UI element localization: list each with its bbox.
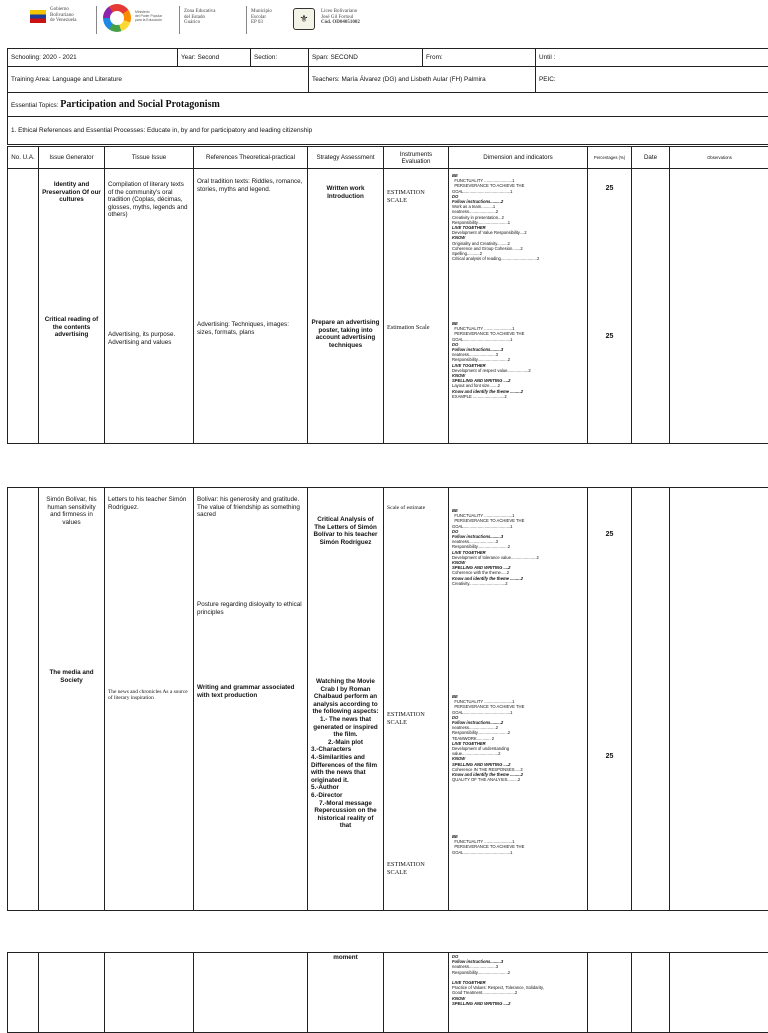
indicator-line: DO: [452, 342, 584, 347]
indicator-line: DO: [452, 529, 584, 534]
strategy-cell: Written work Introduction Prepare an advertising poster, taking into account advertising techniques: [308, 169, 384, 444]
col-dimension: Dimension and indicators: [449, 147, 588, 169]
observations-cell: [670, 169, 768, 444]
indicator-line: Originality and Creativity.........2: [452, 241, 584, 246]
indicator-line: LIVE TOGETHER: [452, 741, 584, 746]
no-ua-cell: [8, 488, 39, 911]
references-cell: Bolívar: his generosity and gratitude. The value of friendship as something sacred Posture regarding disloyalty to ethical principles Writing and grammar associated with text production: [194, 488, 308, 911]
strategy-cell: Critical Analysis of The Letters of Simón Bolívar to his teacher Simón Rodríguez Watching the Movie Crab I by Roman Chalbaud perform an analysis according to the following aspects: 1.- The news that generated or inspired the film. 2.-Main plot 3.-Characters 4.-Similarities and Differences of the film with the news that originated it. 5.-Author 6.-Director 7.-Moral message Repercussion on the historical reality of that: [308, 488, 384, 911]
tissue-issue-cell: Letters to his teacher Simón Rodríguez. The news and chronicles As a source of literary inspiration: [105, 488, 194, 911]
indicator-line: Responsibility..........................2: [452, 730, 584, 735]
indicator-line: GOAL........................................1: [452, 710, 584, 715]
indicator-line: TEAMWORK............ 2: [452, 736, 584, 741]
indicator-line: GOAL........................................1: [452, 850, 584, 855]
dimension-cell: [449, 488, 588, 911]
col-references: References Theoretical-practical: [194, 147, 308, 169]
teachers-cell: Teachers: María Álvarez (DG) and Lisbeth Aular (FH) Palmira: [309, 67, 536, 93]
strategy-cell: moment: [308, 953, 384, 1033]
until-cell: Until :: [536, 49, 768, 67]
indicator-line: GOAL........................................1: [452, 189, 584, 194]
indicator-line: SPELLING AND WRITING ....2: [452, 378, 584, 383]
indicator-line: QUALITY OF THE ANALYSIS.........2: [452, 777, 584, 782]
indicator-line: LIVE TOGETHER: [452, 550, 584, 555]
essential-topics-value: Participation and Social Protagonism: [60, 99, 220, 110]
indicator-line: Layout and font size.......2: [452, 383, 584, 388]
indicator-line: PERSEVERANCE TO ACHIEVE THE: [452, 518, 584, 523]
date-cell: [632, 169, 670, 444]
plan-table-page-2: [7, 487, 768, 911]
venezuela-flag-icon: [30, 10, 46, 23]
col-no-ua: No. U.A.: [8, 147, 39, 169]
indicator-line: Good Treatment............................2: [452, 990, 584, 995]
issue-generator-cell: Identity and Preservation Of our cultures Critical reading of the contents advertising: [39, 169, 105, 444]
indicator-line: KNOW: [452, 235, 584, 240]
ministerio-label: Ministerio del Poder Popular para la Educación: [135, 10, 175, 22]
indicator-line: LIVE TOGETHER: [452, 363, 584, 368]
school-seal-icon: ⚜: [293, 8, 315, 30]
col-observations: Observations: [670, 147, 768, 169]
indicator-line: Coherence and Group Cohesion.......2: [452, 246, 584, 251]
observations-cell: [670, 488, 768, 911]
indicator-line: Follow instructions.........3: [452, 347, 584, 352]
indicator-line: neatness.......................3: [452, 964, 584, 969]
col-instruments: Instruments Evaluation: [384, 147, 449, 169]
instrument-cell: ESTIMATION SCALE Estimation Scale: [384, 169, 449, 444]
indicator-line: Follow instructions.........2: [452, 720, 584, 725]
percentage-cell: 25 25: [588, 488, 632, 911]
indicator-line: KNOW: [452, 373, 584, 378]
indicator-line: LIVE TOGETHER: [452, 980, 584, 985]
tissue-issue-cell: Compilation of literary texts of the community's oral tradition (Coplas, décimas, glosses, myths, legends and others) Advertising, its purpose. Advertising and values: [105, 169, 194, 444]
percentage-cell: [588, 953, 632, 1033]
indicator-line: Development of tolerance value......................2: [452, 555, 584, 560]
indicator-line: FUNCTUALITY ........................1: [452, 699, 584, 704]
span-cell: Span: SECOND: [309, 49, 423, 67]
indicator-line: BE: [452, 321, 584, 326]
indicator-line: neatness.......................3: [452, 539, 584, 544]
training-area-cell: Training Area: Language and Literature: [8, 67, 309, 93]
essential-topics-cell: Essential Topics: Participation and Social Protagonism: [8, 93, 768, 117]
document-header: [30, 4, 411, 38]
ministry-logo-icon: [103, 4, 131, 32]
section-cell: Section:: [251, 49, 309, 67]
dimension-cell: [449, 169, 588, 444]
indicator-line: Responsibility..........................2: [452, 357, 584, 362]
indicator-line: Development of Value Responsibility....2: [452, 230, 584, 235]
indicator-line: Know and identify the theme .........2: [452, 389, 584, 394]
indicator-line: Responsibility..........................1: [452, 220, 584, 225]
dimension-cell: [449, 953, 588, 1033]
indicator-line: Follow instructions.........3: [452, 534, 584, 539]
indicator-line: neatness.......................3: [452, 352, 584, 357]
date-cell: [632, 953, 670, 1033]
indicator-line: neatness.......................2: [452, 209, 584, 214]
indicator-line: Follow instructions.........2: [452, 199, 584, 204]
indicator-line: SPELLING AND WRITING ....2: [452, 565, 584, 570]
indicator-line: GOAL........................................1: [452, 524, 584, 529]
indicator-line: KNOW: [452, 560, 584, 565]
indicator-line: Practice of Values: Respect, Tolerance, Solidarity,: [452, 985, 584, 990]
indicator-line: Responsibility..........................2: [452, 970, 584, 975]
ethical-references-cell: 1. Ethical References and Essential Processes: Educate in, by and for participatory and leading citizenship: [8, 117, 768, 145]
tissue-issue-cell: [105, 953, 194, 1033]
indicator-line: Development of understanding: [452, 746, 584, 751]
gobierno-label: Gobierno Bolivariano de Venezuela: [50, 7, 92, 24]
indicator-line: neatness.......................2: [452, 725, 584, 730]
indicator-line: Know and identify the theme .........2: [452, 576, 584, 581]
indicator-line: PERSEVERANCE TO ACHIEVE THE: [452, 183, 584, 188]
indicator-line: value...............................2: [452, 751, 584, 756]
indicator-line: BE: [452, 508, 584, 513]
peic-cell: PEIC:: [536, 67, 768, 93]
indicator-line: KNOW: [452, 996, 584, 1001]
indicator-line: BE: [452, 173, 584, 178]
indicator-line: Coherence IN THE RESPONSES.....2: [452, 767, 584, 772]
indicator-line: Spelling...........2: [452, 251, 584, 256]
percentage-cell: 25 25: [588, 169, 632, 444]
col-strategy: Strategy Assessment: [308, 147, 384, 169]
date-cell: [632, 488, 670, 911]
indicator-line: Responsibility..........................2: [452, 544, 584, 549]
from-cell: From:: [423, 49, 536, 67]
no-ua-cell: [8, 169, 39, 444]
col-tissue-issue: Tissue Issue: [105, 147, 194, 169]
indicator-line: FUNCTUALITY ........................1: [452, 513, 584, 518]
year-cell: Year: Second: [178, 49, 251, 67]
municipio-label: Municipio Escolar EP 03: [251, 9, 287, 26]
info-table: [7, 48, 768, 145]
indicator-line: Know and identify the theme .........2: [452, 772, 584, 777]
observations-cell: [670, 953, 768, 1033]
indicator-line: Creativity in presentation...2: [452, 215, 584, 220]
col-issue-generator: Issue Generator: [39, 147, 105, 169]
indicator-line: Development of respect value..................2: [452, 368, 584, 373]
indicator-line: Follow instructions.........3: [452, 959, 584, 964]
indicator-line: Creativity...............................2: [452, 581, 584, 586]
instrument-cell: Scale of estimate ESTIMATION SCALE ESTIMATION SCALE: [384, 488, 449, 911]
indicator-line: SPELLING AND WRITING ....2: [452, 762, 584, 767]
zona-educativa-label: Zona Educativa del Estado Guárico: [184, 9, 242, 26]
indicator-line: Critical analysis of reading...............................2: [452, 256, 584, 261]
indicator-line: PERSEVERANCE TO ACHIEVE THE: [452, 331, 584, 336]
indicator-line: PERSEVERANCE TO ACHIEVE THE: [452, 704, 584, 709]
issue-generator-cell: [39, 953, 105, 1033]
indicator-line: LIVE TOGETHER: [452, 225, 584, 230]
liceo-label: Liceo Bolivariano José Gil Fortoul Cód. OD04051002: [321, 9, 411, 26]
indicator-line: FUNCTUALITY ........................1: [452, 839, 584, 844]
indicator-line: GOAL........................................1: [452, 337, 584, 342]
plan-table-page-3: [7, 952, 768, 1033]
instrument-cell: [384, 953, 449, 1033]
plan-table-page-1: [7, 146, 768, 444]
indicator-line: BE: [452, 834, 584, 839]
schooling-cell: Schooling: 2020 - 2021: [8, 49, 178, 67]
no-ua-cell: [8, 953, 39, 1033]
col-date: Date: [632, 147, 670, 169]
indicator-line: PERSEVERANCE TO ACHIEVE THE: [452, 844, 584, 849]
indicator-line: FUNCTUALITY ........................1: [452, 178, 584, 183]
references-cell: [194, 953, 308, 1033]
col-percentages: Percentages (%): [588, 147, 632, 169]
indicator-line: KNOW: [452, 756, 584, 761]
indicator-line: EXAMPLE ...........................2: [452, 394, 584, 399]
indicator-line: SPELLING AND WRITING ....2: [452, 1001, 584, 1006]
indicator-line: Coherence with the theme.....2: [452, 570, 584, 575]
issue-generator-cell: Simón Bolívar, his human sensitivity and firmness in values The media and Society: [39, 488, 105, 911]
references-cell: Oral tradition texts: Riddles, romance, stories, myths and legend. Advertising: Techniques, images: sizes, formats, plans: [194, 169, 308, 444]
indicator-line: FUNCTUALITY ........................1: [452, 326, 584, 331]
indicator-line: DO: [452, 954, 584, 959]
indicator-line: DO: [452, 194, 584, 199]
indicator-line: Work as a team..........1: [452, 204, 584, 209]
indicator-line: BE: [452, 694, 584, 699]
indicator-line: DO: [452, 715, 584, 720]
